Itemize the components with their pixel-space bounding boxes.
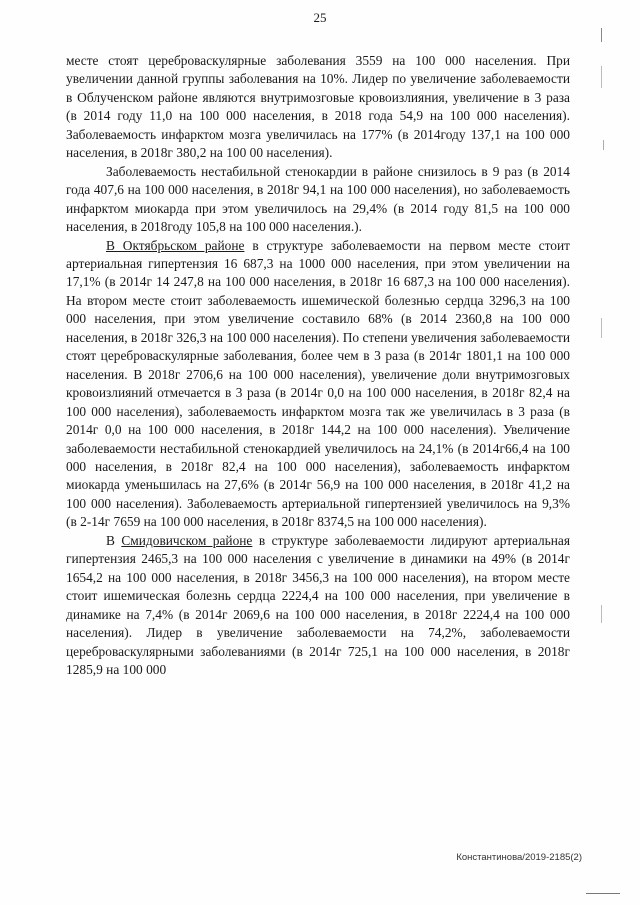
page-number: 25 — [313, 10, 327, 25]
paragraph-smidovichsky-text: в структуре заболеваемости лидируют артериальная гипертензия 2465,3 на 100 000 населения с увеличение в динамики на 49% (в 2014г 1654,2 на 100 000 населения, в 2018г 3456,3 на 100 000 населения), на втором месте стоит ишемическая болезнь сердца 2224,4 на 100 000 населения, при увеличение в динамике на 7,4% (в 2014г 2069,6 на 100 000 населения, в 2018г 2224,4 на 100 000 населения). Лидер в увеличение заболеваемости на 74,2%, заболеваемости цереброваскулярными заболеваниями (в 2014г 725,1 на 100 000 населения, в 2018г 1285,9 на 100 000 — [66, 532, 570, 677]
scan-mark-2 — [603, 140, 604, 150]
paragraph-oktyabrsky — [66, 237, 570, 532]
scan-mark-bottom — [586, 893, 620, 894]
scan-mark-4 — [601, 605, 602, 623]
paragraph-2 — [66, 163, 570, 237]
document-footer-code: Константинова/2019-2185(2) — [456, 852, 582, 863]
paragraph-smidovichsky-lead: В — [106, 532, 122, 548]
scan-mark-1 — [601, 66, 602, 88]
paragraph-2-text: Заболеваемость нестабильной стенокардии в районе снизилось в 9 раз (в 2014 года 407,6 на 100 000 населения, в 2018г 94,1 на 100 000 населения), но заболеваемость инфарктом миокарда при этом увеличилось на 29,4% (в 2014 году 81,5 на 100 000 населения, в 2018году 105,8 на 100 000 населения.). — [66, 163, 570, 235]
paragraph-oktyabrsky-text: в структуре заболеваемости на первом месте стоит артериальная гипертензия 16 687,3 на 1000 000 населения, при этом увеличении на 17,1% (в 2014г 14 247,8 на 100 000 населения, в 2018г 16 687,3 на 100 000 населения). На втором месте стоит заболеваемость ишемической болезнью сердца 3296,3 на 100 000 населения, при этом увеличение составило 68% (в 2014 2360,8 на 100 000 населения, в 2018г 326,3 на 100 000 населения). По степени увеличения заболеваемости стоят цереброваскулярные заболевания, более чем в 3 раза (в 2014г 1801,1 на 100 000 населения. В 2018г 2706,6 на 100 000 населения), увеличение доли внутримозговых кровоизлияний отмечается в 3 раза (в 2014г 0,0 на 100 000 населения, в 2018г 82,4 на 100 000 населения), заболеваемость инфарктом мозга так же увеличилась в 3 раза (в 2014г 0,0 на 100 000 населения, в 2018г 144,2 на 100 000 населения). Увеличение заболеваемости нестабильной стенокардией увеличилось на 24,1% (в 2014г66,4 на 100 000 населения, в 2018г 82,4 на 100 000 населения), заболеваемость инфарктом миокарда уменьшилась на 27,6% (в 2014г 56,9 на 100 000 населения, в 2018г 41,2 на 100 000 населения). Заболеваемость артериальной гипертензией увеличилось на 9,3% (в 2-14г 7659 на 100 000 населения, в 2018г 8374,5 на 100 000 населения). — [66, 237, 570, 530]
scan-mark-3 — [601, 318, 602, 338]
paragraph-smidovichsky — [66, 532, 570, 680]
district-name-oktyabrsky: В Октябрьском районе — [106, 237, 245, 253]
paragraph-1-text: месте стоят цереброваскулярные заболевания 3559 на 100 000 населения. При увеличении данной группы заболевания на 10%. Лидер по увеличение заболеваемости в Облученском районе являются внутримозговые кровоизлияния, увеличение в 3 раза (в 2014 году 11,0 на 100 000 населения, в 2018 года 54,9 на 100 000 населения). Заболеваемость инфарктом мозга увеличилась на 177% (в 2014году 137,1 на 100 000 населения, в 2018г 380,2 на 100 00 населения). — [66, 53, 570, 161]
paragraph-1 — [66, 52, 570, 163]
district-name-smidovichsky: Смидовичском районе — [121, 532, 253, 548]
scan-mark-top — [601, 28, 602, 42]
document-body — [66, 52, 570, 679]
